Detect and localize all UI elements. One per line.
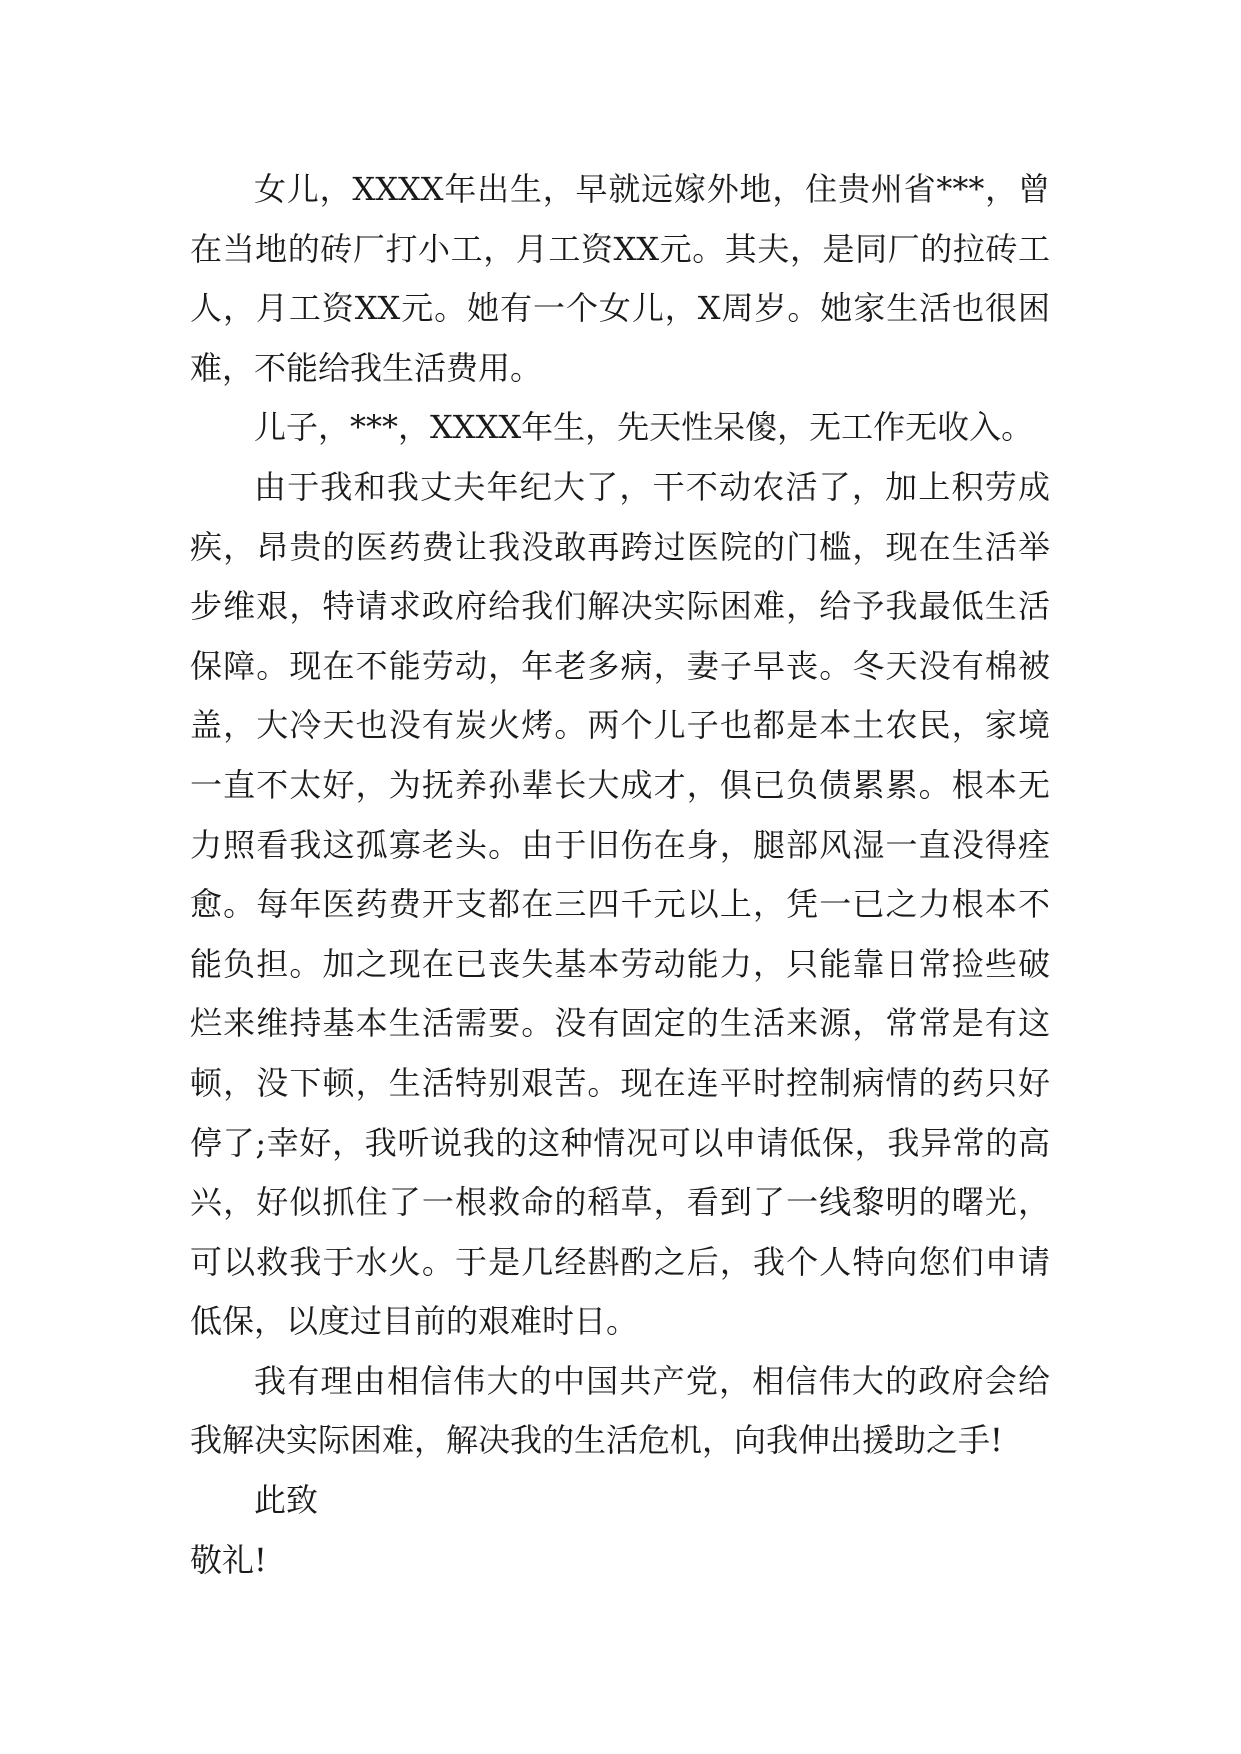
paragraph-trust: 我有理由相信伟大的中国共产党，相信伟大的政府会给我解决实际困难，解决我的生活危机，向我伸出援助之手! [190,1361,1050,1460]
paragraph-hardship: 由于我和我丈夫年纪大了，干不动农活了，加上积劳成疾，昂贵的医药费让我没敢再跨过医院的门槛，现在生活举步维艰，特请求政府给我们解决实际困难，给予我最低生活保障。现在不能劳动，年老多病，妻子早丧。冬天没有棉被盖，大冷天也没有炭火烤。两个儿子也都是本土农民，家境一直不太好，为抚养孙辈长大成才，俱已负债累累。根本无力照看我这孤寡老头。由于旧伤在身，腿部风湿一直没得痊愈。每年医药费开支都在三四千元以上，凭一已之力根本不能负担。加之现在已丧失基本劳动能力，只能靠日常捡些破烂来维持基本生活需要。没有固定的生活来源，常常是有这顿，没下顿，生活特别艰苦。现在连平时控制病情的药只好停了;幸好，我听说我的这种情况可以申请低保，我异常的高兴，好似抓住了一根救命的稻草，看到了一线黎明的曙光，可以救我于水火。于是几经斟酌之后，我个人特向您们申请低保，以度过目前的艰难时日。 [190,467,1050,1341]
letter-page [190,160,1050,1590]
salutation: 此致 [254,1481,319,1520]
closing: 敬礼! [190,1540,267,1579]
paragraph-son: 儿子，***，XXXX年生，先天性呆傻，无工作无收入。 [254,408,1034,447]
paragraph-daughter: 女儿，XXXX年出生，早就远嫁外地，住贵州省***，曾在当地的砖厂打小工，月工资XX元。其夫，是同厂的拉砖工人，月工资XX元。她有一个女儿，X周岁。她家生活也很困难，不能给我生活费用。 [190,170,1050,387]
